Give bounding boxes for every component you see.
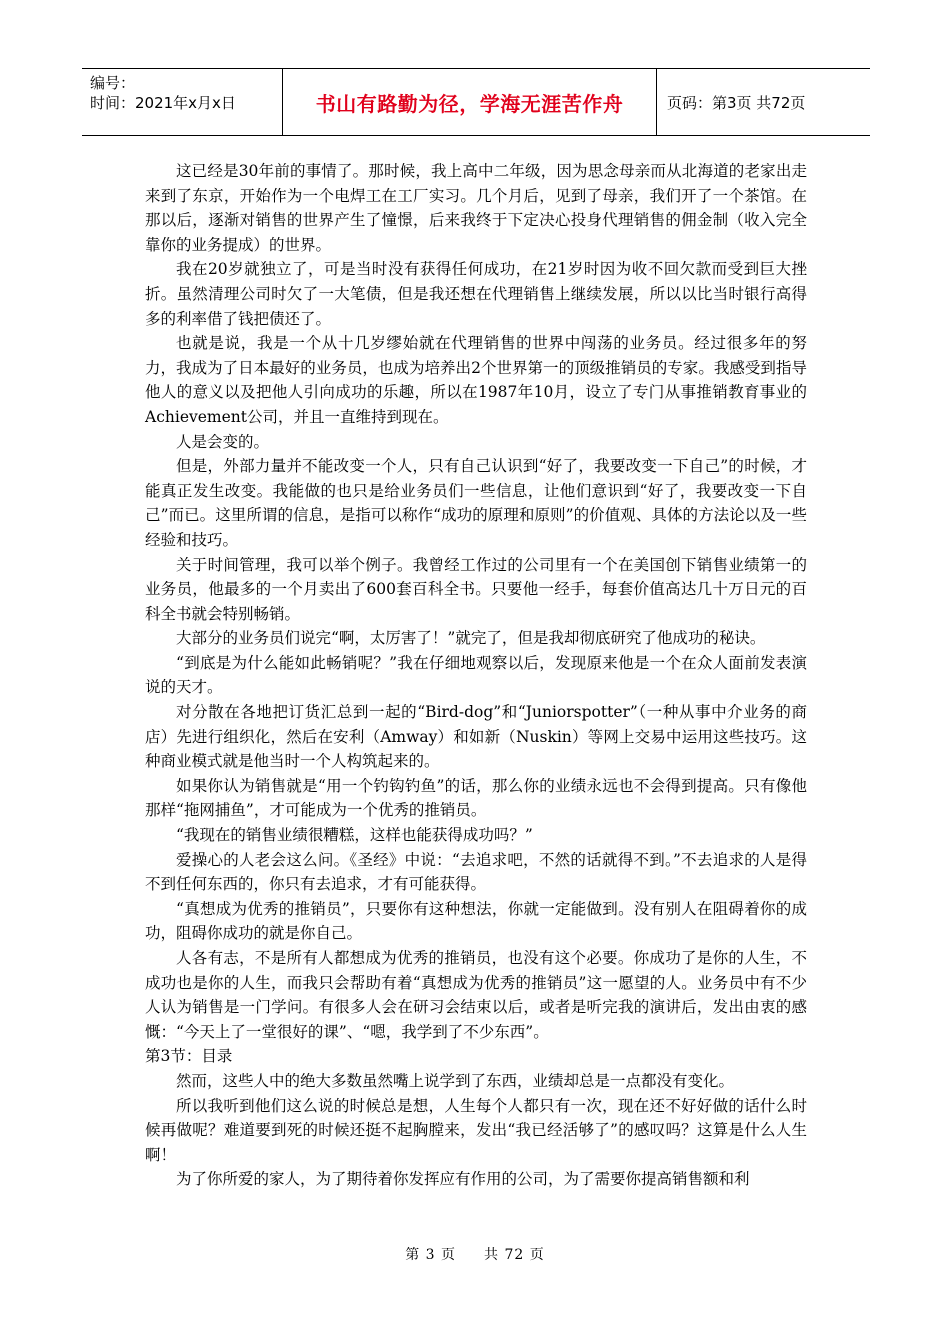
paragraph: 人各有志，不是所有人都想成为优秀的推销员，也没有这个必要。你成功了是你的人生，不成功也是你的人生，而我只会帮助有着“真想成为优秀的推销员”这一愿望的人。业务员中有不少人认为销售是一门学问。有很多人会在研习会结束以后，或者是听完我的演讲后，发出由衷的感慨：“今天上了一堂很好的课”、“嗯，我学到了不少东西”。 [145, 949, 807, 1041]
paragraph: 也就是说，我是一个从十几岁缪始就在代理销售的世界中闯荡的业务员。经过很多年的努力，我成为了日本最好的业务员，也成为培养出2个世界第一的顶级推销员的专家。我感受到指导他人的意义以及把他人引向成功的乐趣，所以在1987年10月，设立了专门从事推销教育事业的Achievement公司，并且一直维持到现在。 [145, 334, 807, 426]
paragraph: 但是，外部力量并不能改变一个人，只有自己认识到“好了，我要改变一下自己”的时候，才能真正发生改变。我能做的也只是给业务员们一些信息，让他们意识到“好了，我要改变一下自己”而已。这里所谓的信息，是指可以称作“成功的原理和原则”的价值观、具体的方法论以及一些经验和技巧。 [145, 457, 807, 549]
header-page-info: 页码：第3页 共72页 [667, 93, 806, 112]
document-number-label: 编号： [90, 74, 136, 92]
paragraph: 然而，这些人中的绝大多数虽然嘴上说学到了东西，业绩却总是一点都没有变化。 [176, 1071, 735, 1090]
paragraph: “我现在的销售业绩很糟糕，这样也能获得成功吗？” [176, 826, 533, 845]
document-date-label: 时间：2021年x月x日 [90, 94, 236, 112]
paragraph: 所以我听到他们这么说的时候总是想，人生每个人都只有一次，现在还不好好做的话什么时候再做呢？难道要到死的时候还挺不起胸膛来，发出“我已经活够了”的感叹吗？这算是什么人生啊！ [145, 1096, 807, 1164]
footer-total-pages: 共 72 页 [484, 1247, 545, 1263]
paragraph: 对分散在各地把订货汇总到一起的“Bird-dog”和“Juniorspotter”（一种从事中介业务的商店）先进行组织化，然后在安利（Amway）和如新（Nuskin）等网上交易中运用这些技巧。这种商业模式就是他当时一个人构筑起来的。 [145, 703, 807, 771]
header-meta [82, 69, 283, 135]
paragraph: 人是会变的。 [176, 432, 270, 451]
section-heading: 第3节：目录 [145, 1047, 233, 1066]
paragraph: 这已经是30年前的事情了。那时候，我上高中二年级，因为思念母亲而从北海道的老家出走来到了东京，开始作为一个电焊工在工厂实习。几个月后，见到了母亲，我们开了一个茶馆。在那以后，逐渐对销售的世界产生了憧憬，后来我终于下定决心投身代理销售的佣金制（收入完全靠你的业务提成）的世界。 [145, 162, 807, 254]
paragraph: “到底是为什么能如此畅销呢？”我在仔细地观察以后，发现原来他是一个在众人面前发表演说的天才。 [145, 653, 807, 697]
paragraph: 大部分的业务员们说完“啊，太厉害了！”就完了，但是我却彻底研究了他成功的秘诀。 [176, 629, 766, 648]
paragraph: 如果你认为销售就是“用一个钓钩钓鱼”的话，那么你的业绩永远也不会得到提高。只有像他那样“拖网捕鱼”，才可能成为一个优秀的推销员。 [145, 776, 807, 820]
paragraph: 我在20岁就独立了，可是当时没有获得任何成功，在21岁时因为收不回欠款而受到巨大挫折。虽然清理公司时欠了一大笔债，但是我还想在代理销售上继续发展，所以以比当时银行高得多的利率借了钱把债还了。 [145, 260, 807, 328]
header-motto: 书山有路勤为径，学海无涯苦作舟 [283, 69, 657, 135]
paragraph: 爱操心的人老会这么问。《圣经》中说：“去追求吧，不然的话就得不到。”不去追求的人是得不到任何东西的，你只有去追求，才有可能获得。 [145, 850, 807, 894]
paragraph: “真想成为优秀的推销员”，只要你有这种想法，你就一定能做到。没有别人在阻碍着你的成功，阻碍你成功的就是你自己。 [145, 899, 807, 943]
page-footer [0, 1244, 950, 1264]
paragraph: 为了你所爱的家人，为了期待着你发挥应有作用的公司，为了需要你提高销售额和利 [176, 1170, 750, 1189]
paragraph: 关于时间管理，我可以举个例子。我曾经工作过的公司里有一个在美国创下销售业绩第一的业务员，他最多的一个月卖出了600套百科全书。只要他一经手，每套价值高达几十万日元的百科全书就会特别畅销。 [145, 555, 807, 623]
page-header [82, 68, 870, 136]
document-body [145, 159, 807, 1192]
footer-page-number: 第 3 页 [405, 1247, 457, 1263]
